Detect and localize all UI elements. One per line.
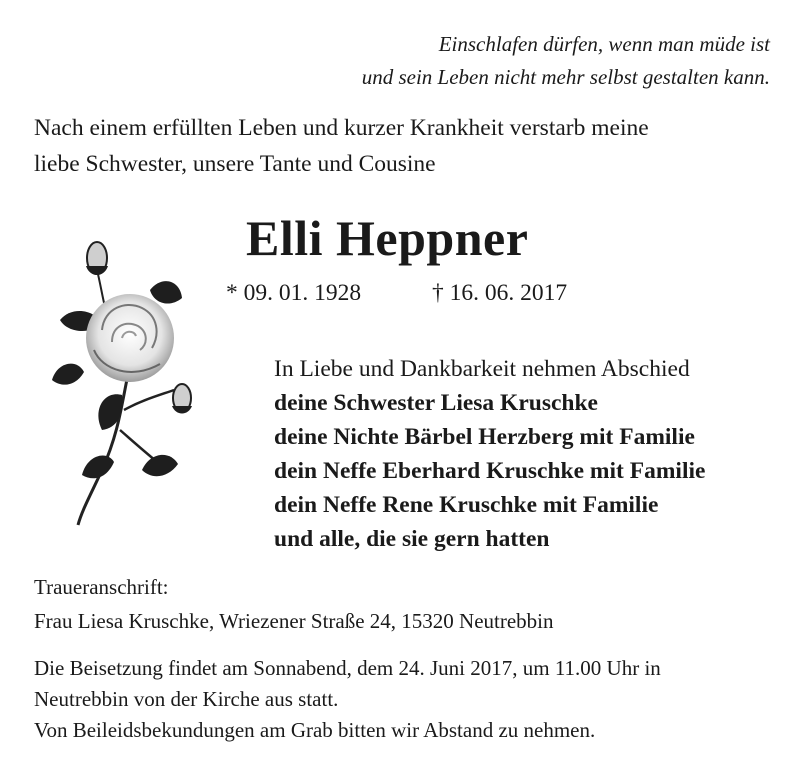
quote-line-2: und sein Leben nicht mehr selbst gestalten kann. bbox=[361, 65, 770, 89]
quote-line-1: Einschlafen dürfen, wenn man müde ist bbox=[438, 32, 770, 56]
address-label: Traueranschrift: bbox=[34, 575, 169, 599]
mourner-line: dein Neffe Eberhard Kruschke mit Familie bbox=[274, 458, 706, 484]
funeral-info bbox=[34, 653, 661, 746]
mourners bbox=[274, 352, 705, 556]
mourners-intro: In Liebe und Dankbarkeit nehmen Abschied bbox=[274, 356, 690, 382]
address-value: Frau Liesa Kruschke, Wriezener Straße 24, 15320 Neutrebbin bbox=[34, 609, 554, 633]
deceased-name: Elli Heppner bbox=[246, 210, 529, 266]
quote bbox=[362, 28, 770, 94]
death-date: † 16. 06. 2017 bbox=[432, 280, 568, 306]
intro-text bbox=[34, 110, 649, 182]
mourner-line: deine Schwester Liesa Kruschke bbox=[274, 390, 598, 416]
life-dates bbox=[226, 277, 606, 309]
info-line-2: Neutrebbin von der Kirche aus statt. bbox=[34, 687, 339, 711]
mourner-line: und alle, die sie gern hatten bbox=[274, 526, 550, 552]
intro-line-1: Nach einem erfüllten Leben und kurzer Krankheit verstarb meine bbox=[34, 115, 649, 141]
address-block bbox=[34, 570, 554, 638]
info-line-3: Von Beileidsbekundungen am Grab bitten wir Abstand zu nehmen. bbox=[34, 718, 596, 742]
info-line-1: Die Beisetzung findet am Sonnabend, dem 24. Juni 2017, um 11.00 Uhr in bbox=[34, 656, 661, 680]
rose-icon bbox=[42, 230, 212, 530]
mourner-line: deine Nichte Bärbel Herzberg mit Familie bbox=[274, 424, 695, 450]
mourner-line: dein Neffe Rene Kruschke mit Familie bbox=[274, 492, 659, 518]
birth-date: * 09. 01. 1928 bbox=[226, 280, 362, 306]
intro-line-2: liebe Schwester, unsere Tante und Cousine bbox=[34, 151, 436, 177]
